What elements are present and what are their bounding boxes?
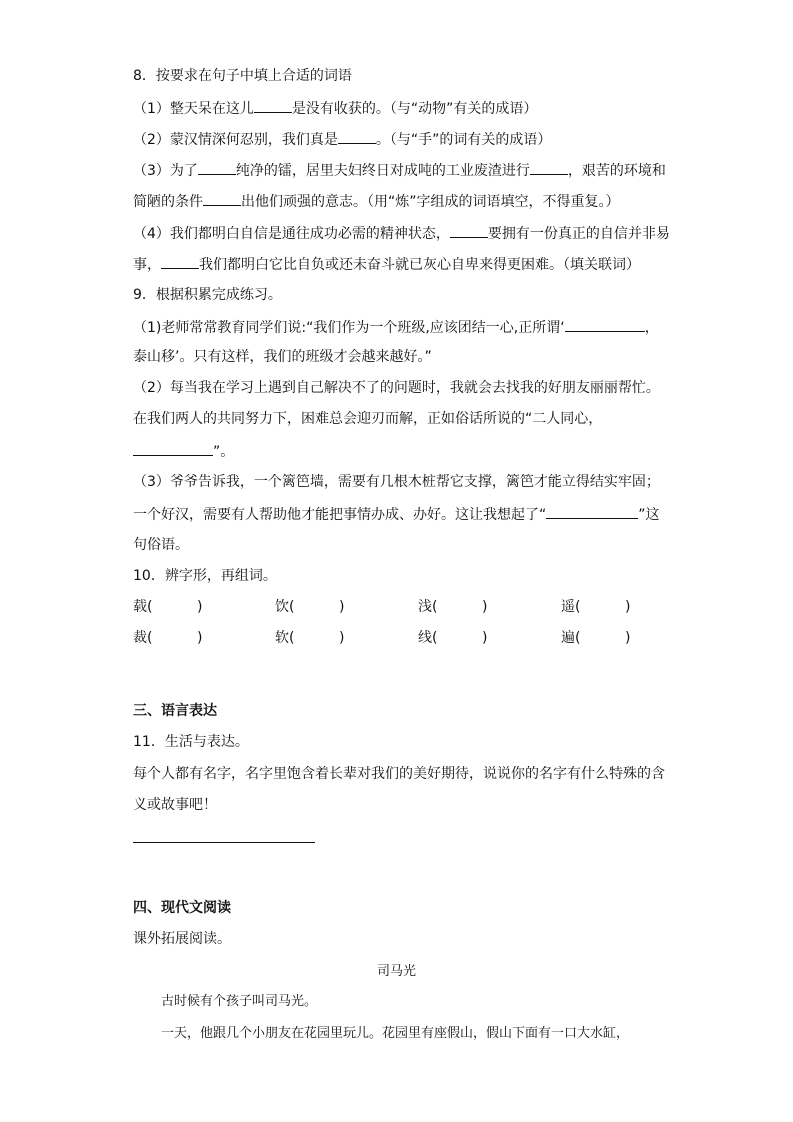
q11-title: 11．生活与表达。: [133, 734, 249, 750]
q8-item-4: （4）我们都明白自信是通往成功必需的精神状态， 要拥有一份真正的自信并非易: [133, 222, 670, 244]
blank[interactable]: [546, 503, 638, 519]
q9-item-1: （1)老师常常教育同学们说:“我们作为一个班级,应该团结一心,正所谓‘ ，: [133, 316, 659, 338]
q10-title: 10．辨字形，再组词。: [133, 568, 277, 584]
blank[interactable]: [254, 97, 292, 113]
q11-prompt: 每个人都有名字，名字里饱含着长辈对我们的美好期待，说说你的名字有什么特殊的含: [133, 766, 665, 782]
q10-cell[interactable]: 软( ): [275, 630, 345, 646]
q10-cell[interactable]: 线( ): [418, 630, 488, 646]
q9-title: 9．根据积累完成练习。: [133, 287, 282, 303]
story-paragraph: 古时候有个孩子叫司马光。: [161, 994, 318, 1009]
q8-item-2: （2）蒙汉情深何忍别，我们真是 。（与“手”的词有关的成语）: [133, 128, 551, 150]
q9-item-2-end: ”。: [133, 440, 234, 462]
q8-item-3: （3）为了 纯净的镭，居里夫妇终日对成吨的工业废渣进行 ，艰苦的环境和: [133, 159, 666, 181]
section-4-heading: 四、现代文阅读: [133, 900, 231, 916]
story-title: 司马光: [376, 964, 416, 979]
blank[interactable]: [133, 440, 213, 456]
q9-item-2: （2）每当我在学习上遇到自己解决不了的问题时，我就会去找我的好朋友丽丽帮忙。: [133, 380, 660, 396]
q9-item-2-cont: 在我们两人的共同努力下，困难总会迎刃而解，正如俗话所说的“二人同心，: [133, 411, 603, 427]
section-3-heading: 三、语言表达: [133, 703, 217, 719]
blank[interactable]: [530, 159, 568, 175]
q9-item-1-cont: 泰山移’。只有这样，我们的班级才会越来越好。”: [133, 349, 432, 365]
q10-cell[interactable]: 遍( ): [561, 630, 631, 646]
blank[interactable]: [338, 128, 376, 144]
q10-cell[interactable]: 载( ): [133, 599, 203, 615]
blank[interactable]: [203, 190, 241, 206]
q11-prompt-cont: 义或故事吧！: [133, 797, 217, 813]
blank[interactable]: [161, 253, 199, 269]
q9-item-3-end: 句俗语。: [133, 537, 189, 553]
q10-cell[interactable]: 遥( ): [561, 599, 631, 615]
blank[interactable]: [450, 222, 488, 238]
q10-cell[interactable]: 裁( ): [133, 630, 203, 646]
q8-item-1: （1）整天呆在这儿 是没有收获的。（与“动物”有关的成语）: [133, 97, 537, 119]
blank[interactable]: [198, 159, 236, 175]
answer-line[interactable]: [133, 842, 315, 843]
q8-title: 8．按要求在句子中填上合适的词语: [133, 68, 352, 84]
q10-cell[interactable]: 浅( ): [418, 599, 488, 615]
q8-item-4-cont: 事， 我们都明白它比自负或还未奋斗就已灰心自卑来得更困难。（填关联词）: [133, 253, 640, 275]
reading-intro: 课外拓展阅读。: [133, 931, 231, 947]
q9-item-3: （3）爷爷告诉我，一个篱笆墙，需要有几根木桩帮它支撑，篱笆才能立得结实牢固；: [133, 474, 660, 490]
q10-cell[interactable]: 饮( ): [275, 599, 345, 615]
story-paragraph: 一天，他跟几个小朋友在花园里玩儿。花园里有座假山，假山下面有一口大水缸，: [161, 1026, 630, 1041]
q8-item-3-cont: 简陋的条件 出他们顽强的意志。（用“炼”字组成的词语填空，不得重复。）: [133, 190, 620, 212]
q9-item-3-cont: 一个好汉，需要有人帮助他才能把事情办成、办好。这让我想起了“ ”这: [133, 503, 660, 525]
blank[interactable]: [565, 316, 645, 332]
